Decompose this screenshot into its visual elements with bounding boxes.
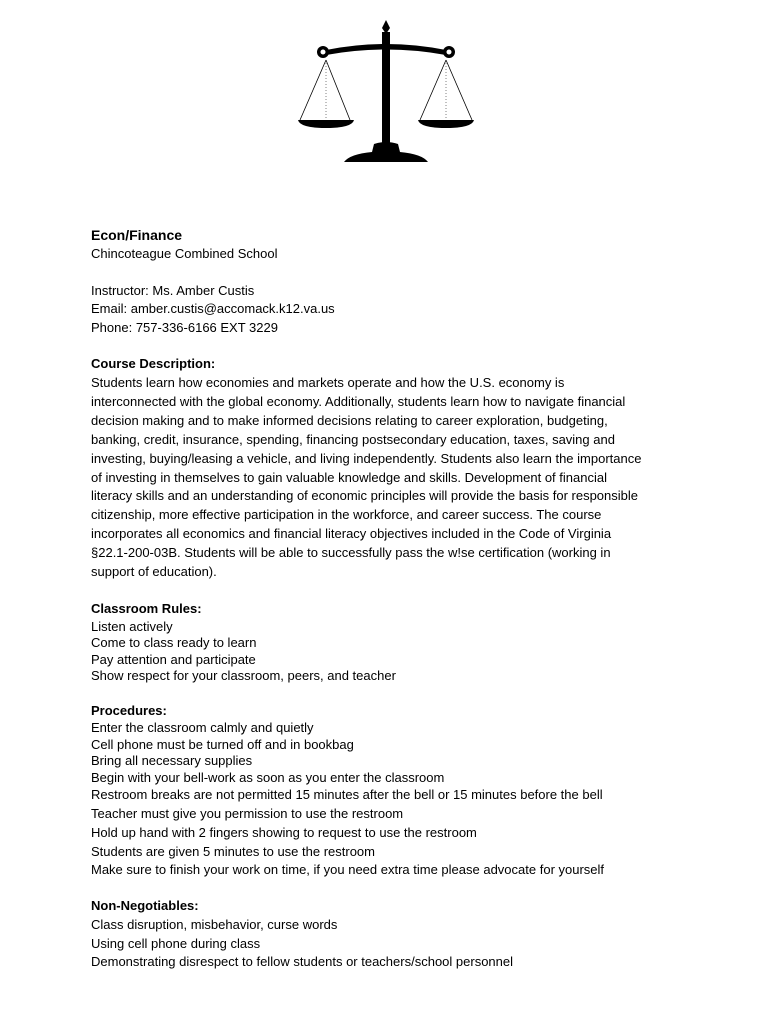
- description-line: literacy skills and an understanding of economic principles will provide the basis for responsible: [91, 488, 639, 504]
- list-item: Show respect for your classroom, peers, and teacher: [91, 668, 396, 684]
- list-item: Teacher must give you permission to use the restroom: [91, 805, 404, 821]
- course-description: [91, 374, 691, 582]
- description-line: investing, buying/leasing a vehicle, and living independently. Students also learn the importance: [91, 450, 642, 466]
- list-item: Begin with your bell-work as soon as you enter the classroom: [91, 769, 445, 785]
- scales-of-justice-icon: [296, 20, 476, 166]
- phone-line: Phone: 757-336-6166 EXT 3229: [91, 319, 278, 335]
- description-line: §22.1-200-03B. Students will be able to successfully pass the w!se certification (working in: [91, 545, 611, 561]
- procedures-list-continued: [91, 786, 691, 880]
- list-item: Restroom breaks are not permitted 15 minutes after the bell or 15 minutes before the bell: [91, 787, 603, 803]
- list-item: Make sure to finish your work on time, if you need extra time please advocate for yourself: [91, 862, 605, 878]
- list-item: Pay attention and participate: [91, 651, 256, 667]
- list-item: Enter the classroom calmly and quietly: [91, 720, 314, 736]
- list-item: Using cell phone during class: [91, 935, 261, 951]
- list-item: Hold up hand with 2 fingers showing to request to use the restroom: [91, 824, 477, 840]
- list-item: Cell phone must be turned off and in bookbag: [91, 736, 354, 752]
- course-title: Econ/Finance: [91, 227, 183, 243]
- procedures-list: [91, 720, 691, 786]
- course-description-heading: Course Description:: [91, 356, 216, 372]
- list-item: Demonstrating disrespect to fellow students or teachers/school personnel: [91, 954, 513, 970]
- school-name: Chincoteague Combined School: [91, 246, 278, 261]
- description-line: banking, credit, insurance, spending, financing postsecondary education, taxes, saving and: [91, 431, 615, 447]
- description-line: interconnected with the global economy. Additionally, students learn how to navigate financial: [91, 393, 626, 409]
- non-negotiables-list: [91, 916, 691, 972]
- description-line: support of education).: [91, 564, 217, 580]
- instructor-line: Instructor: Ms. Amber Custis: [91, 282, 255, 298]
- classroom-rules-list: [91, 619, 691, 685]
- description-line: incorporates all economics and financial literacy objectives included in the Code of Virginia: [91, 526, 612, 542]
- list-item: Students are given 5 minutes to use the restroom: [91, 843, 375, 859]
- list-item: Bring all necessary supplies: [91, 753, 253, 769]
- list-item: Come to class ready to learn: [91, 635, 257, 651]
- procedures-heading: Procedures:: [91, 702, 167, 718]
- description-line: Students learn how economies and markets operate and how the U.S. economy is: [91, 374, 565, 390]
- list-item: Listen actively: [91, 618, 173, 634]
- description-line: of investing in themselves to gain valuable knowledge and skills. Development of financial: [91, 469, 607, 485]
- description-line: citizenship, more effective participation in the workforce, and career success. The course: [91, 507, 602, 523]
- document-body: [91, 226, 691, 972]
- classroom-rules-heading: Classroom Rules:: [91, 600, 202, 616]
- list-item: Class disruption, misbehavior, curse words: [91, 916, 338, 932]
- email-line: Email: amber.custis@accomack.k12.va.us: [91, 301, 335, 317]
- non-negotiables-heading: Non-Negotiables:: [91, 898, 199, 914]
- description-line: decision making and to make informed decisions relating to career exploration, budgeting,: [91, 412, 608, 428]
